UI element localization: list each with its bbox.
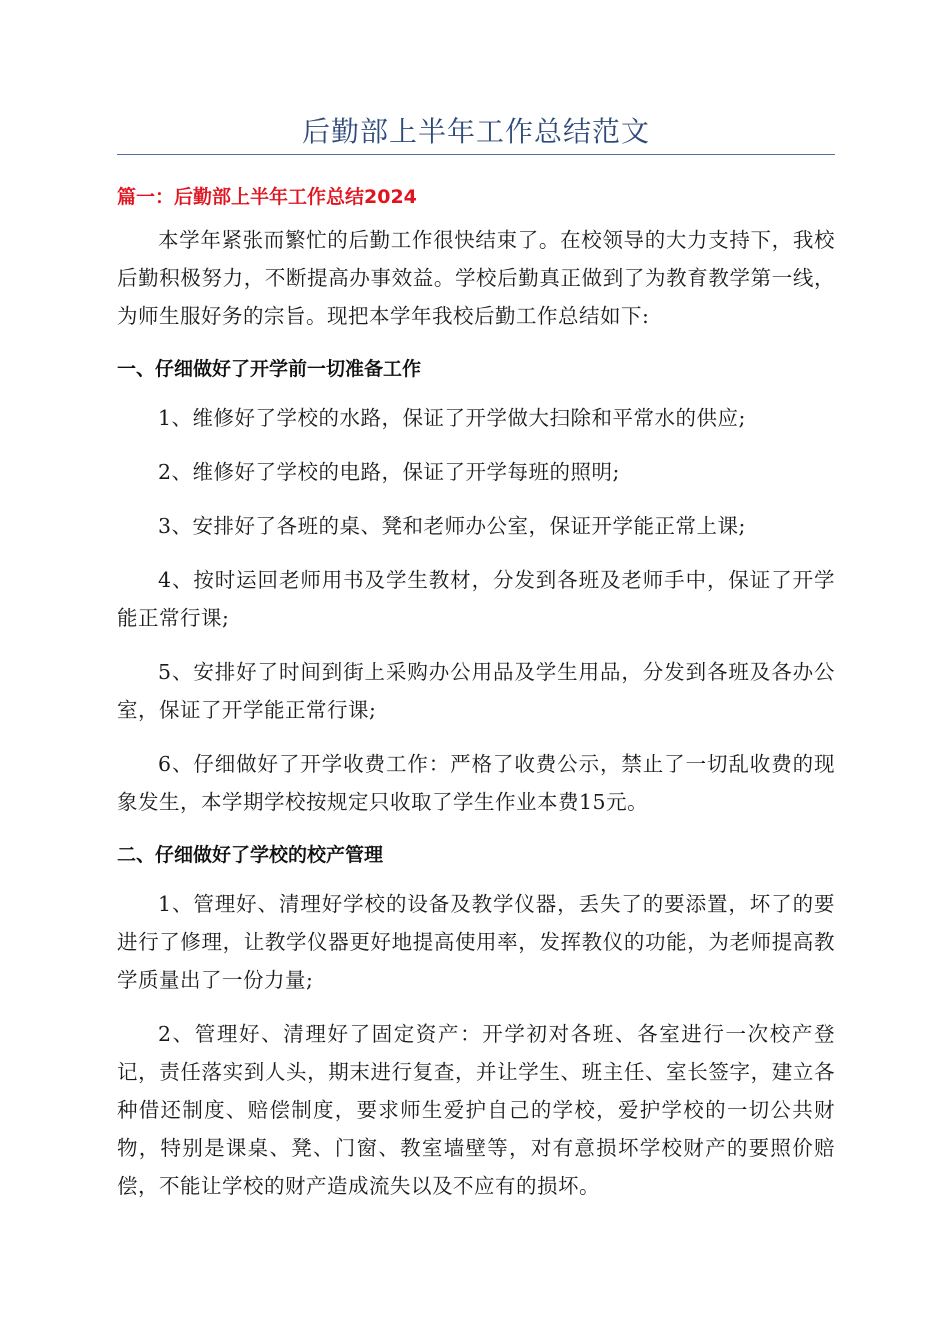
document-title: 后勤部上半年工作总结范文: [301, 115, 650, 148]
title-divider: [117, 154, 835, 155]
section-heading-1: 一、仔细做好了开学前一切准备工作: [117, 358, 422, 380]
document-body: [117, 179, 835, 1221]
list-item: 4、按时运回老师用书及学生教材，分发到各班及老师手中，保证了开学能正常行课;: [117, 568, 835, 630]
list-item: 1、维修好了学校的水路，保证了开学做大扫除和平常水的供应;: [158, 406, 746, 430]
section-heading-2: 二、仔细做好了学校的校产管理: [117, 844, 384, 866]
list-item: 5、安排好了时间到街上采购办公用品及学生用品，分发到各班及各办公室，保证了开学能正常行课;: [117, 660, 835, 722]
list-item: 3、安排好了各班的桌、凳和老师办公室，保证开学能正常上课;: [158, 514, 746, 538]
intro-paragraph: 本学年紧张而繁忙的后勤工作很快结束了。在校领导的大力支持下，我校后勤积极努力，不断提高办事效益。学校后勤真正做到了为教育教学第一线，为师生服好务的宗旨。现把本学年我校后勤工作总结如下:: [117, 228, 835, 328]
section-one-title: 篇一：后勤部上半年工作总结2024: [117, 186, 417, 208]
list-item: 6、仔细做好了开学收费工作：严格了收费公示，禁止了一切乱收费的现象发生，本学期学校按规定只收取了学生作业本费15元。: [117, 752, 835, 814]
list-item: 2、维修好了学校的电路，保证了开学每班的照明;: [158, 460, 620, 484]
list-item: 1、管理好、清理好学校的设备及教学仪器，丢失了的要添置，坏了的要进行了修理，让教学仪器更好地提高使用率，发挥教仪的功能，为老师提高教学质量出了一份力量;: [117, 892, 835, 992]
list-item: 2、管理好、清理好了固定资产：开学初对各班、各室进行一次校产登记，责任落实到人头，期末进行复查，并让学生、班主任、室长签字，建立各种借还制度、赔偿制度，要求师生爱护自己的学校，爱护学校的一切公共财物，特别是课桌、凳、门窗、教室墙壁等，对有意损坏学校财产的要照价赔偿，不能让学校的财产造成流失以及不应有的损坏。: [117, 1022, 835, 1198]
